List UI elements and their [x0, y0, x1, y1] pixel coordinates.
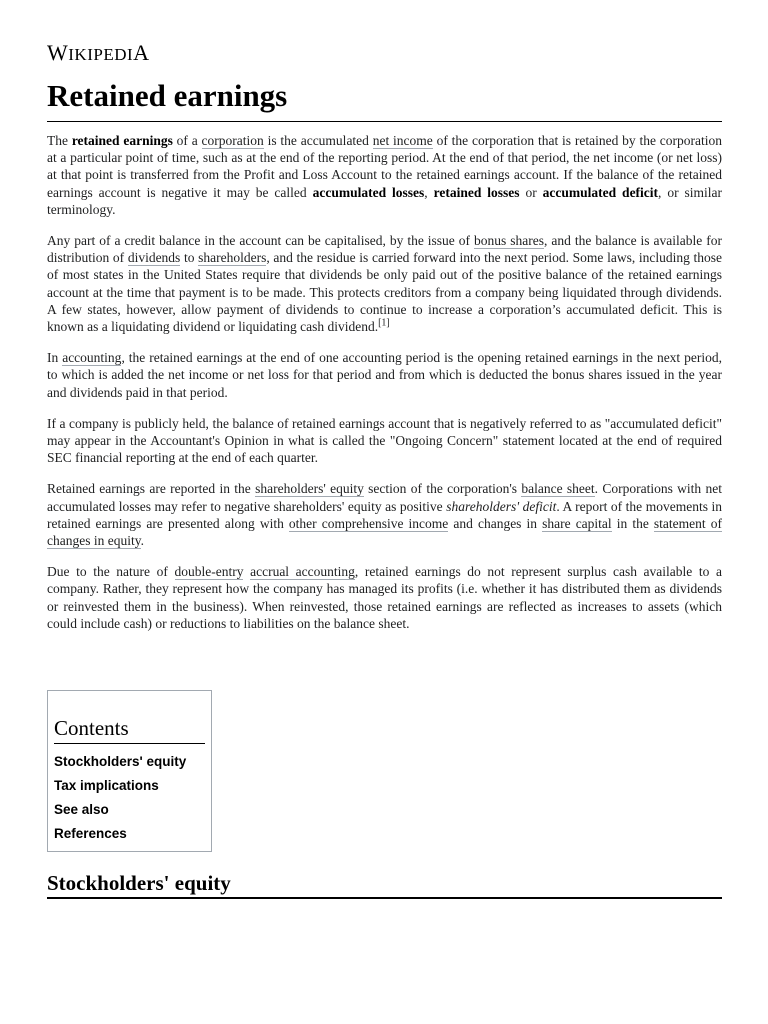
inline-link[interactable]: balance sheet: [521, 481, 595, 497]
inline-link[interactable]: share capital: [542, 515, 612, 531]
wikipedia-wordmark[interactable]: [47, 40, 150, 66]
wordmark-last-letter: A: [133, 40, 150, 65]
text-run: , and the residue is carried forward into the next period. Some laws, including those of most states in the United States require that dividends be only paid out of the positive balance of the retained earnings account at the time that payment is to be made. This protects creditors from a company being liquidated through dividends. A few states, however, allow payment of dividends to continue to increase a corporation’s accumulated deficit. This is known as a liquidating dividend or liquidating cash dividend.: [47, 250, 722, 335]
text-run: , the retained earnings at the end of one accounting period is the opening retained earnings in the next period, to which is added the net income or net loss for that period and from which is deducted the bonus shares issued in the year and dividends paid in that period.: [47, 350, 722, 400]
inline-link[interactable]: dividends: [127, 250, 181, 266]
table-of-contents: [47, 690, 212, 852]
article-body: [47, 132, 722, 646]
text-run: and changes in: [448, 515, 543, 531]
inline-link[interactable]: statement of changes in equity: [47, 515, 722, 549]
inline-link[interactable]: accrual accounting: [250, 564, 355, 580]
text-run: In: [47, 350, 63, 366]
title-divider: [47, 121, 722, 122]
text-run: ,: [424, 184, 434, 200]
inline-link[interactable]: shareholders: [198, 250, 267, 266]
text-run: . A report of the movements in retained earnings are presented along with: [47, 498, 722, 531]
text-run: , and the balance is available for distribution of: [47, 233, 722, 266]
text-run: or: [519, 184, 543, 200]
paragraph: [47, 415, 722, 467]
inline-link[interactable]: corporation: [201, 133, 264, 148]
toc-item[interactable]: See also: [54, 802, 109, 817]
text-run: , retained earnings do not represent surplus cash available to a company. Rather, they represent how the company has managed its profits (i.e. whether it has distributed them as dividends or reinvested them in the business). When reinvested, those retained earnings are reflected as increases to assets (which could include cash) or reductions to liabilities on the balance sheet.: [47, 564, 722, 631]
bold-term: accumulated losses: [312, 184, 425, 200]
inline-link[interactable]: bonus shares: [474, 233, 545, 249]
section-divider: [47, 897, 722, 899]
inline-link[interactable]: double-entry: [174, 564, 244, 580]
italic-term: shareholders' deficit: [446, 498, 557, 514]
paragraph: [47, 349, 722, 401]
paragraph: [47, 132, 722, 218]
inline-link[interactable]: other comprehensive income: [288, 515, 449, 531]
toc-list: [54, 750, 186, 846]
text-run: If a company is publicly held, the balance of retained earnings account that is negatively referred to as "accumulated deficit" may appear in the Accountant's Opinion in what is called the "Ongoing Concern" statement located at the end of required SEC financial reporting at the end of each quarter.: [47, 415, 722, 466]
toc-divider: [54, 743, 205, 744]
inline-link[interactable]: shareholders' equity: [255, 481, 364, 497]
toc-item[interactable]: Tax implications: [54, 778, 159, 793]
citation-link[interactable]: [1]: [378, 317, 390, 329]
bold-term: accumulated deficit: [542, 184, 659, 200]
text-run: is the accumulated: [263, 133, 373, 148]
toc-item[interactable]: References: [54, 826, 127, 841]
text-run: of a: [172, 133, 202, 148]
wordmark-middle-letters: IKIPEDI: [68, 45, 134, 64]
text-run: The: [47, 133, 72, 148]
text-run: Due to the nature of: [47, 564, 175, 580]
text-run: in the: [611, 515, 654, 531]
text-run: , or similar terminology.: [47, 184, 723, 217]
inline-link[interactable]: accounting: [62, 350, 122, 366]
wordmark-first-letter: W: [47, 40, 69, 65]
text-run: . Corporations with net accumulated losses may refer to negative shareholders' equity as positive: [47, 481, 722, 514]
text-run: .: [140, 533, 144, 549]
paragraph: [47, 563, 722, 632]
toc-title: Contents: [54, 716, 129, 740]
paragraph: [47, 232, 722, 335]
text-run: Retained earnings are reported in the: [47, 481, 256, 497]
toc-item[interactable]: Stockholders' equity: [54, 754, 187, 769]
text-run: section of the corporation's: [363, 481, 522, 497]
bold-term: retained losses: [433, 184, 520, 200]
text-run: of the corporation that is retained by the corporation at a particular point of time, such as at the end of the reporting period. At the end of that period, the net income (or net loss) at that point is transferred from the Profit and Loss Account to the retained earnings account. If the balance of the retained earnings account is negative it may be called: [47, 133, 722, 200]
inline-link[interactable]: net income: [372, 133, 433, 148]
paragraph: [47, 480, 722, 549]
text-run: to: [180, 250, 199, 266]
bold-term: retained earnings: [71, 133, 173, 148]
page-title: Retained earnings: [47, 78, 288, 113]
text-run: Any part of a credit balance in the account can be capitalised, by the issue of: [47, 233, 475, 249]
section-heading-stockholders-equity: Stockholders' equity: [47, 871, 231, 895]
